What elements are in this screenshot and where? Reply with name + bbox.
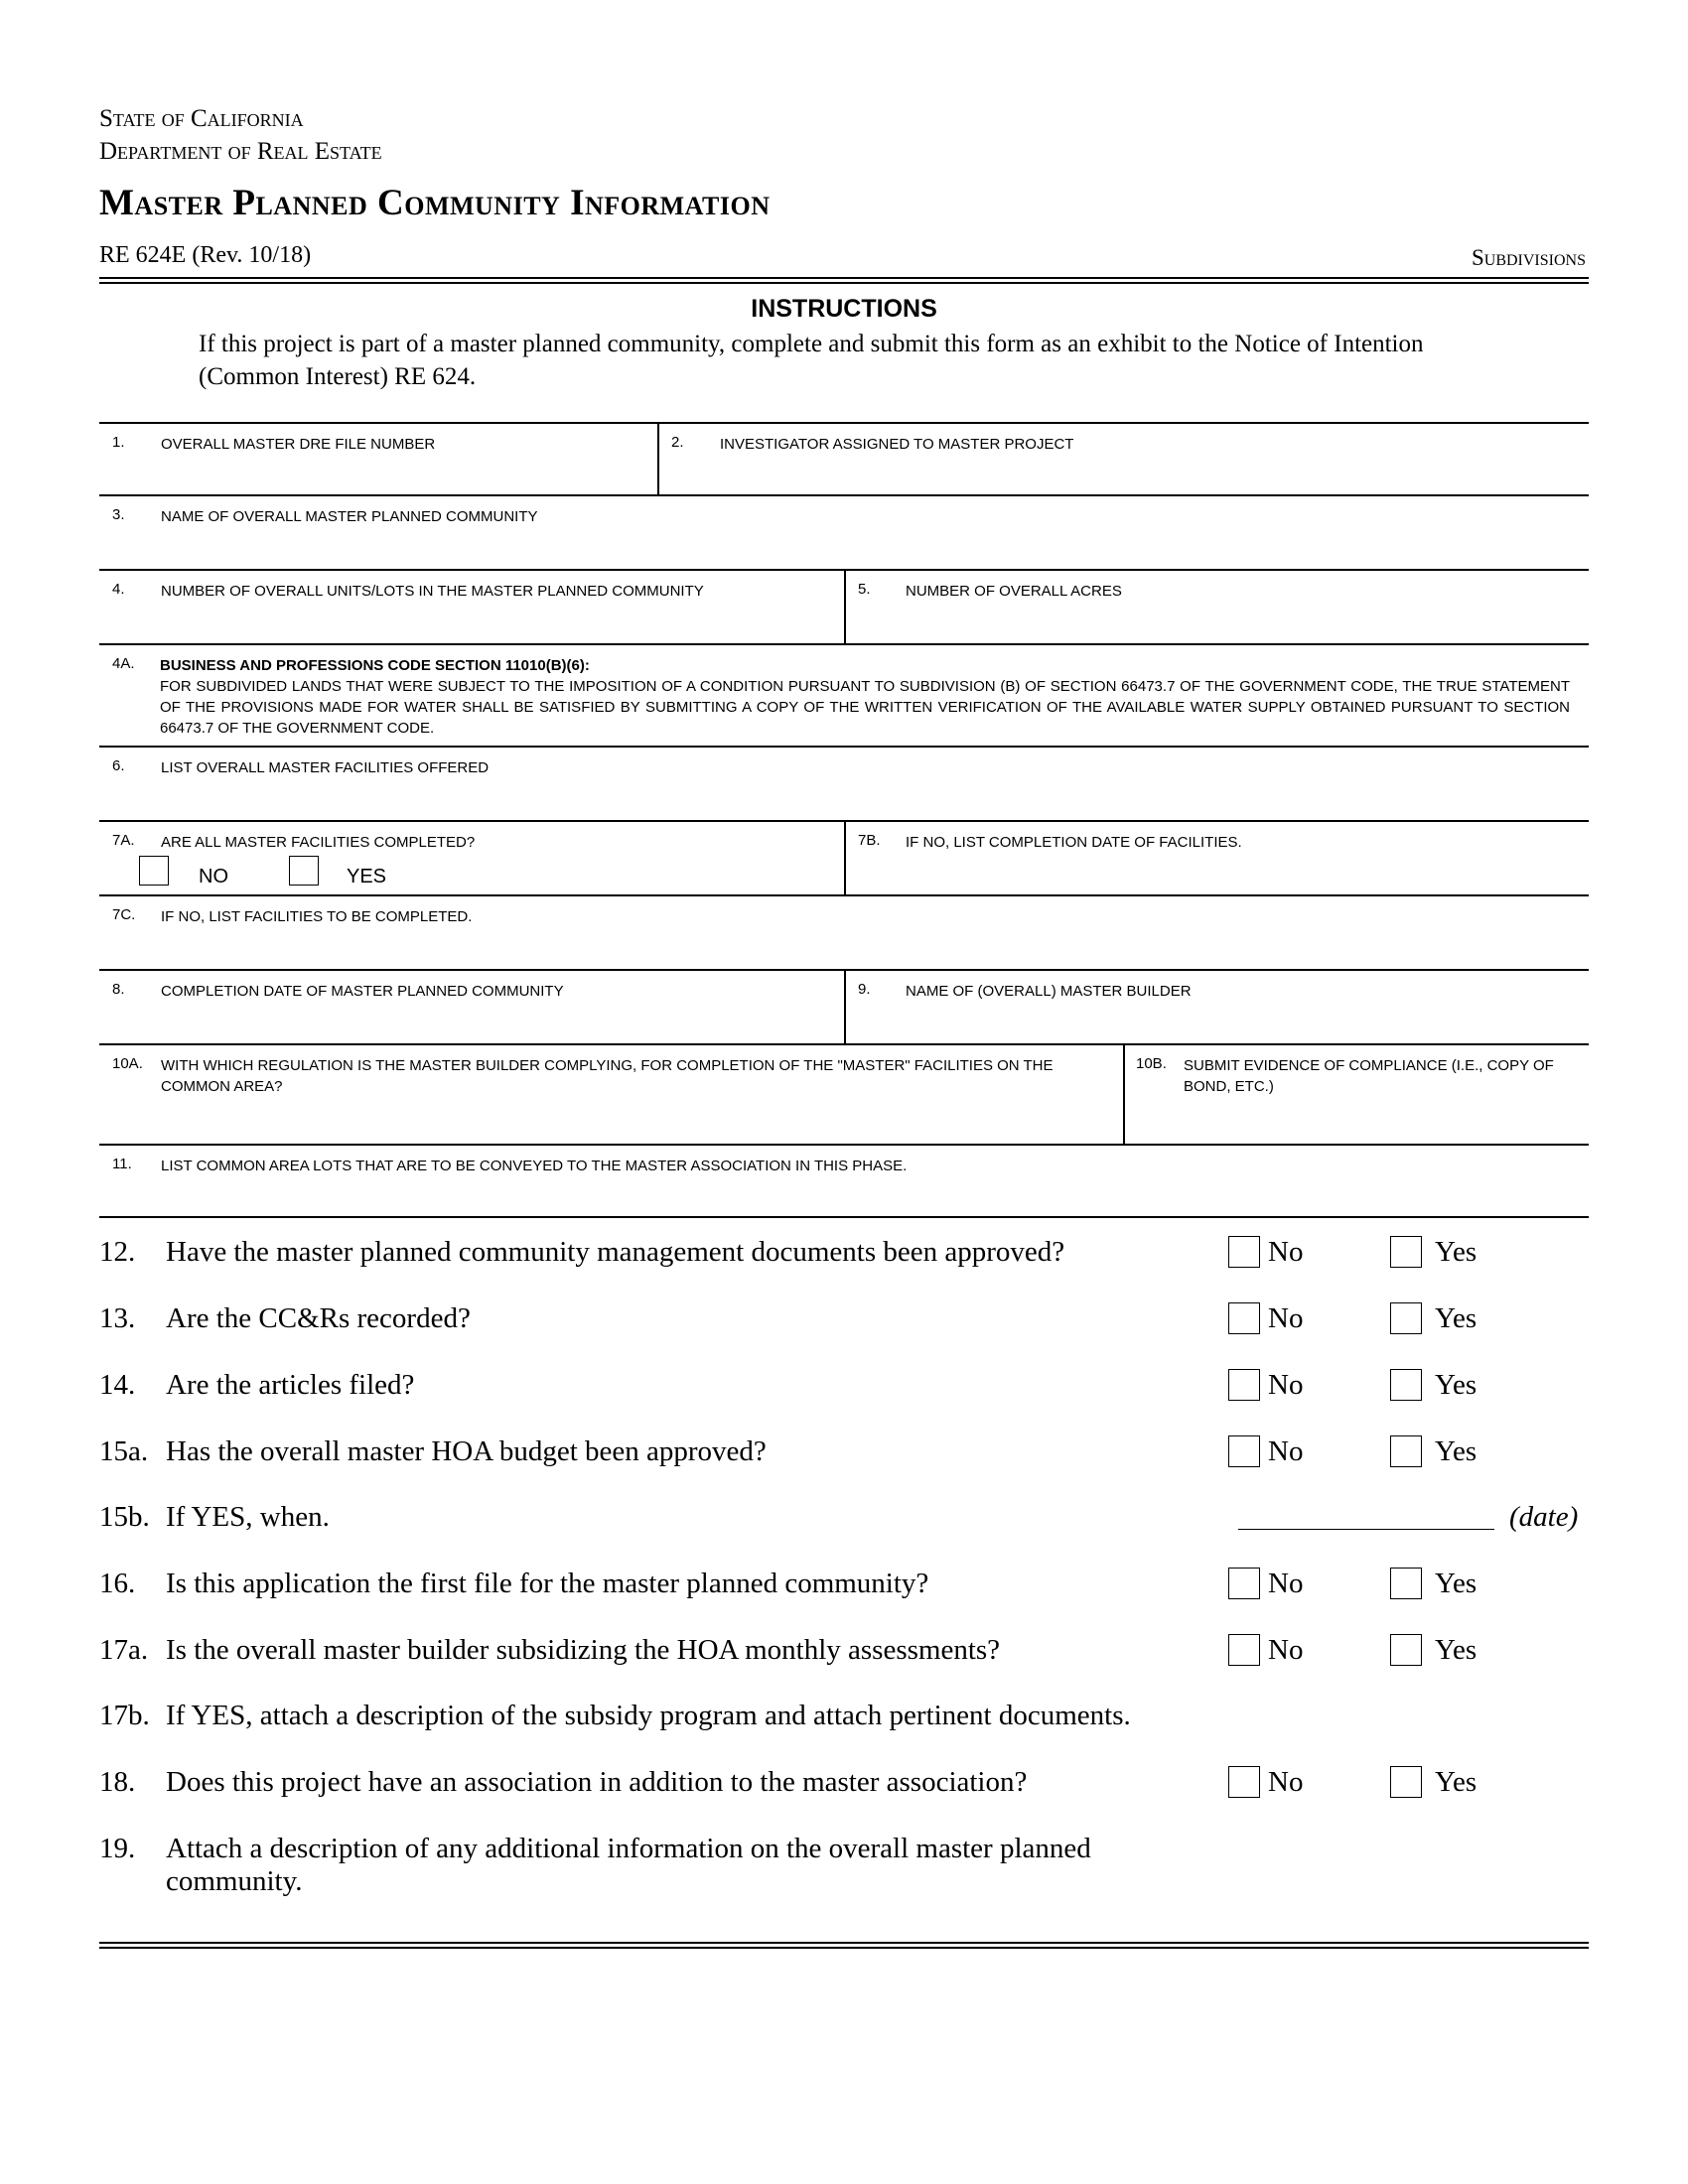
field-completion-date[interactable] — [99, 971, 844, 1043]
row-8-9 — [99, 969, 1589, 1043]
field-label: IF NO, LIST COMPLETION DATE OF FACILITIES. — [906, 834, 1242, 851]
department-name: Department of Real Estate — [99, 138, 382, 165]
field-water-statement — [99, 645, 1589, 746]
question-text: Is the overall master builder subsidizing the HOA monthly assessments? — [166, 1634, 1308, 1667]
field-investigator[interactable] — [657, 424, 1589, 494]
question-text: Are the CC&Rs recorded? — [166, 1302, 1308, 1335]
field-acres[interactable] — [844, 571, 1589, 643]
field-regulation[interactable] — [99, 1045, 1123, 1144]
field-number: 6. — [112, 757, 125, 774]
row-7c — [99, 894, 1589, 969]
question-number: 14. — [99, 1369, 136, 1401]
field-number: 7C. — [112, 906, 136, 923]
no-checkbox[interactable] — [139, 856, 169, 886]
row-4-5 — [99, 569, 1589, 643]
question-text: Are the articles filed? — [166, 1369, 1308, 1402]
field-label: INVESTIGATOR ASSIGNED TO MASTER PROJECT — [720, 436, 1074, 453]
state-name: State of California — [99, 105, 304, 132]
question-17a — [99, 1634, 1589, 1674]
yes-checkbox[interactable] — [1390, 1634, 1422, 1666]
no-label: No — [1268, 1435, 1304, 1467]
question-14 — [99, 1369, 1589, 1409]
no-label: NO — [199, 866, 228, 887]
yes-checkbox[interactable] — [1390, 1236, 1422, 1268]
no-label: No — [1268, 1568, 1304, 1599]
no-label: No — [1268, 1369, 1304, 1401]
yes-checkbox[interactable] — [289, 856, 319, 886]
question-text: Have the master planned community management documents been approved? — [166, 1236, 1308, 1269]
field-number: 10B. — [1136, 1055, 1167, 1072]
yes-label: Yes — [1435, 1634, 1477, 1666]
field-master-dre-file-number[interactable] — [99, 424, 657, 494]
field-label: SUBMIT EVIDENCE OF COMPLIANCE (I.E., COPY OF BOND, ETC.) — [1184, 1057, 1554, 1095]
field-number: 8. — [112, 981, 125, 998]
field-common-area-lots[interactable] — [99, 1146, 1589, 1216]
field-number: 5. — [858, 581, 871, 598]
question-text: Does this project have an association in addition to the master association? — [166, 1766, 1308, 1799]
form-title: Master Planned Community Information — [99, 183, 771, 223]
field-label: COMPLETION DATE OF MASTER PLANNED COMMUNITY — [161, 983, 564, 1000]
field-number: 2. — [671, 434, 684, 451]
row-6 — [99, 746, 1589, 820]
yes-label: Yes — [1435, 1435, 1477, 1467]
header-divider — [99, 277, 1589, 284]
field-master-builder[interactable] — [844, 971, 1589, 1043]
field-number: 9. — [858, 981, 871, 998]
field-label: ARE ALL MASTER FACILITIES COMPLETED? — [161, 834, 476, 851]
row-1-2 — [99, 422, 1589, 494]
question-13 — [99, 1302, 1589, 1342]
field-label: NAME OF OVERALL MASTER PLANNED COMMUNITY — [161, 508, 538, 525]
instructions-heading: INSTRUCTIONS — [751, 295, 937, 323]
yes-label: Yes — [1435, 1766, 1477, 1798]
yes-checkbox[interactable] — [1390, 1766, 1422, 1798]
no-label: No — [1268, 1766, 1304, 1798]
field-label: IF NO, LIST FACILITIES TO BE COMPLETED. — [161, 908, 473, 925]
row-11 — [99, 1144, 1589, 1218]
date-input-line[interactable] — [1238, 1529, 1494, 1530]
question-number: 18. — [99, 1766, 136, 1798]
field-label: FOR SUBDIVIDED LANDS THAT WERE SUBJECT TO THE IMPOSITION OF A CONDITION PURSUANT TO SUBDIVISION (B) OF SECTION 66473.7 OF THE GOVERNMENT CODE, THE TRUE STATEMENT OF THE PROVISIONS MADE FOR WATER SHALL BE SATISFIED BY SUBMITTING A COPY OF THE WRITTEN VERIFICATION OF THE AVAILABLE WATER SUPPLY OBTAINED PURSUANT TO SECTION 66473.7 OF THE GOVERNMENT CODE. — [160, 678, 1570, 737]
question-15a — [99, 1435, 1589, 1475]
field-number: 7A. — [112, 832, 135, 849]
no-label: No — [1268, 1634, 1304, 1666]
no-label: No — [1268, 1236, 1304, 1268]
row-4a — [99, 643, 1589, 746]
no-checkbox[interactable] — [1228, 1302, 1260, 1334]
field-label: WITH WHICH REGULATION IS THE MASTER BUILDER COMPLYING, FOR COMPLETION OF THE "MASTER" FACILITIES ON THE COMMON AREA? — [161, 1057, 1054, 1095]
date-label: (date) — [1509, 1501, 1579, 1533]
question-19 — [99, 1833, 1589, 1912]
yes-label: YES — [347, 866, 387, 887]
yes-label: Yes — [1435, 1369, 1477, 1401]
field-units-lots[interactable] — [99, 571, 844, 643]
field-number: 4. — [112, 581, 125, 598]
question-number: 15b. — [99, 1501, 150, 1533]
question-number: 13. — [99, 1302, 136, 1334]
no-checkbox[interactable] — [1228, 1369, 1260, 1401]
field-master-facilities[interactable] — [99, 748, 1589, 820]
question-text: Has the overall master HOA budget been approved? — [166, 1435, 1308, 1468]
field-label: OVERALL MASTER DRE FILE NUMBER — [161, 436, 436, 453]
question-text: Is this application the first file for the master planned community? — [166, 1568, 1308, 1600]
yes-label: Yes — [1435, 1568, 1477, 1599]
question-number: 19. — [99, 1833, 136, 1864]
field-number: 4A. — [112, 655, 135, 672]
question-number: 17a. — [99, 1634, 149, 1666]
field-label: LIST OVERALL MASTER FACILITIES OFFERED — [161, 759, 490, 776]
field-label: LIST COMMON AREA LOTS THAT ARE TO BE CONVEYED TO THE MASTER ASSOCIATION IN THIS PHASE. — [161, 1158, 908, 1174]
field-compliance-evidence[interactable] — [1123, 1045, 1589, 1144]
question-18 — [99, 1766, 1589, 1806]
field-label: NUMBER OF OVERALL ACRES — [906, 583, 1122, 600]
question-text: If YES, when. — [166, 1501, 1308, 1534]
question-number: 16. — [99, 1568, 136, 1599]
field-number: 3. — [112, 506, 125, 523]
field-community-name[interactable] — [99, 496, 1589, 569]
yes-checkbox[interactable] — [1390, 1568, 1422, 1599]
yes-label: Yes — [1435, 1302, 1477, 1334]
question-number: 15a. — [99, 1435, 149, 1467]
footer-divider — [99, 1942, 1589, 1949]
field-facilities-completion-date[interactable] — [844, 822, 1589, 894]
field-facilities-to-complete[interactable] — [99, 896, 1589, 969]
question-number: 12. — [99, 1236, 136, 1268]
question-text: If YES, attach a description of the subsidy program and attach pertinent documents. — [166, 1700, 1131, 1731]
question-16 — [99, 1568, 1589, 1607]
field-number: 11. — [112, 1156, 132, 1172]
question-15b — [99, 1501, 1589, 1541]
question-number: 17b. — [99, 1700, 150, 1731]
instructions-text: If this project is part of a master planned community, complete and submit this form as an exhibit to the Notice of Intention (Common Interest) RE 624. — [199, 331, 1424, 390]
field-facilities-completed — [99, 822, 844, 894]
no-label: No — [1268, 1302, 1304, 1334]
yes-checkbox[interactable] — [1390, 1369, 1422, 1401]
no-checkbox[interactable] — [1228, 1568, 1260, 1599]
no-checkbox[interactable] — [1228, 1236, 1260, 1268]
field-label: NUMBER OF OVERALL UNITS/LOTS IN THE MASTER PLANNED COMMUNITY — [161, 583, 704, 600]
field-label: NAME OF (OVERALL) MASTER BUILDER — [906, 983, 1192, 1000]
row-10 — [99, 1043, 1589, 1144]
row-3 — [99, 494, 1589, 569]
field-number: 10A. — [112, 1055, 143, 1072]
yes-checkbox[interactable] — [1390, 1302, 1422, 1334]
form-number: RE 624E (Rev. 10/18) — [99, 242, 312, 268]
no-checkbox[interactable] — [1228, 1435, 1260, 1467]
question-12 — [99, 1236, 1589, 1276]
section-name: Subdivisions — [1471, 245, 1586, 270]
field-grid — [99, 422, 1589, 1218]
question-text: Attach a description of any additional information on the overall master planned community. — [166, 1833, 1091, 1897]
yes-label: Yes — [1435, 1236, 1477, 1268]
no-checkbox[interactable] — [1228, 1766, 1260, 1798]
question-17b — [99, 1700, 1589, 1739]
no-checkbox[interactable] — [1228, 1634, 1260, 1666]
yes-checkbox[interactable] — [1390, 1435, 1422, 1467]
field-heading: BUSINESS AND PROFESSIONS CODE SECTION 11010(B)(6): — [160, 657, 590, 674]
field-number: 7B. — [858, 832, 881, 849]
row-7a-7b — [99, 820, 1589, 894]
field-number: 1. — [112, 434, 125, 451]
